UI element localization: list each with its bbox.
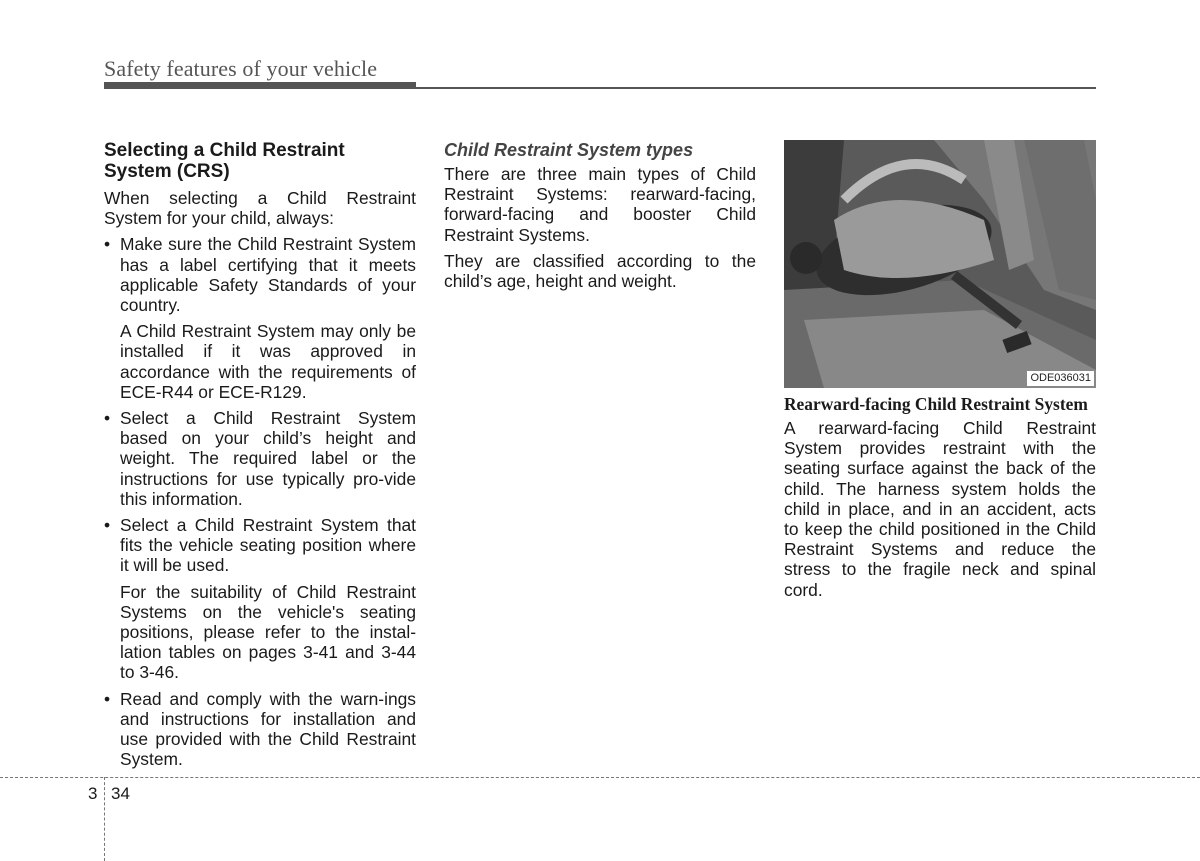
footer-dashed-divider [104,777,105,861]
header-rule-thin [416,87,1096,89]
bullet-subparagraph: For the suitability of Child Restraint Systems on the vehicle's seating positions, please refer to the instal-lation tables on pages 3-41 and 3-44 to 3-46. [120,581,416,683]
bullet-item [104,689,416,770]
column-rearward-facing [784,140,1096,606]
bullet-text: • Make sure the Child Restraint System has a label certifying that it meets applicable Safety Standards of your country. [120,234,416,316]
header-rule-thick [104,82,416,89]
column-selecting-crs [104,140,416,775]
page-header-title: Safety features of your vehicle [104,56,378,81]
subsection-heading: Child Restraint System types [444,140,694,160]
child-seat-photo [784,140,1096,388]
intro-paragraph: When selecting a Child Restraint System for your child, always: [104,188,416,229]
chapter-number: 3 [88,784,98,803]
classification-paragraph: They are classified according to the child’s age, height and weight. [444,250,756,292]
footer-dashed-rule [0,777,1200,778]
column-crs-types [444,140,756,297]
bullet-item [104,408,416,509]
bullet-text: • Read and comply with the warn-ings and instructions for installation and use provided with the Child Restraint System. [120,688,416,770]
page-number: 34 [111,784,130,803]
bullet-list [104,234,416,769]
child-seat-illustration [784,140,1096,388]
types-paragraph: There are three main types of Child Restraint Systems: rearward-facing, forward-facing and booster Child Restraint Systems. [444,164,756,245]
bullet-item [104,234,416,402]
bullet-text: • Select a Child Restraint System based on your child’s height and weight. The required label or the instructions for use typically pro-vide this information. [120,408,416,509]
section-heading: Selecting a Child Restraint System (CRS) [104,140,345,182]
rearward-facing-description: A rearward-facing Child Restraint System provides restraint with the seating surface against the back of the child. The harness system holds the child in place, and in an accident, acts to keep the child positioned in the Child Restraint Systems and reduce the stress to the fragile neck and spinal cord. [784,418,1096,600]
bullet-item [104,515,416,683]
bullet-subparagraph: A Child Restraint System may only be installed if it was approved in accordance with the requirements of ECE-R44 or ECE-R129. [120,321,416,402]
figure-caption: Rearward-facing Child Restraint System [784,394,1088,414]
image-reference-code: ODE036031 [1027,371,1094,386]
bullet-text: • Select a Child Restraint System that fits the vehicle seating position where it will be used. [120,515,416,576]
